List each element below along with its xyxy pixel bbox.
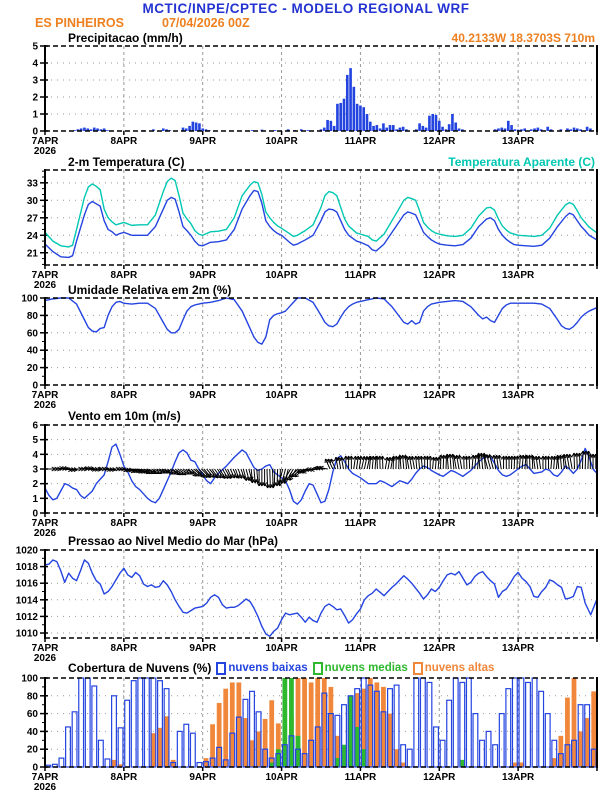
humidity-title: Umidade Relativa em 2m (%)	[68, 283, 232, 297]
page-title: MCTIC/INPE/CPTEC - MODELO REGIONAL WRF	[142, 1, 470, 16]
temperature-panel	[27, 169, 597, 291]
svg-text:27: 27	[26, 213, 38, 225]
svg-text:4: 4	[32, 58, 38, 70]
temperature-title: 2-m Temperatura (C)	[68, 155, 185, 169]
svg-text:7APR: 7APR	[31, 136, 59, 147]
svg-text:11APR: 11APR	[344, 643, 377, 654]
svg-text:0: 0	[32, 380, 38, 392]
svg-text:13APR: 13APR	[502, 270, 535, 281]
svg-text:1: 1	[32, 493, 38, 505]
svg-text:2026: 2026	[33, 280, 57, 291]
svg-text:9APR: 9APR	[189, 518, 217, 529]
precipitation-panel	[32, 42, 597, 158]
svg-text:10APR: 10APR	[265, 772, 298, 783]
svg-text:1016: 1016	[15, 578, 38, 590]
station-name: ES PINHEIROS	[35, 16, 124, 30]
legend-nuvens-baixas-label: nuvens baixas	[228, 662, 308, 674]
svg-text:2: 2	[32, 479, 38, 491]
svg-text:24: 24	[26, 230, 38, 242]
svg-text:9APR: 9APR	[189, 136, 217, 147]
svg-text:2026: 2026	[33, 653, 57, 664]
svg-text:5: 5	[32, 41, 38, 53]
svg-text:11APR: 11APR	[344, 136, 377, 147]
wind-title: Vento em 10m (m/s)	[68, 409, 181, 423]
svg-text:40: 40	[26, 726, 38, 738]
clouds-title: Cobertura de Nuvens (%)	[68, 661, 212, 675]
svg-text:11APR: 11APR	[344, 270, 377, 281]
clouds-panel	[21, 674, 597, 792]
svg-text:2026: 2026	[33, 528, 57, 539]
pressure-title: Pressao ao Nivel Medio do Mar (hPa)	[68, 534, 279, 548]
svg-text:20: 20	[26, 363, 38, 375]
svg-text:8APR: 8APR	[110, 390, 138, 401]
svg-text:12APR: 12APR	[423, 643, 456, 654]
svg-text:12APR: 12APR	[423, 136, 456, 147]
svg-text:60: 60	[26, 709, 38, 721]
svg-text:1012: 1012	[15, 611, 38, 623]
svg-text:12APR: 12APR	[423, 772, 456, 783]
svg-text:8APR: 8APR	[110, 772, 138, 783]
svg-text:2026: 2026	[33, 146, 57, 157]
svg-text:2026: 2026	[33, 782, 57, 792]
svg-text:12APR: 12APR	[423, 390, 456, 401]
svg-text:4: 4	[32, 449, 38, 461]
svg-text:5: 5	[32, 435, 38, 447]
svg-text:1014: 1014	[15, 595, 38, 607]
wind-panel	[32, 421, 598, 540]
svg-text:1: 1	[32, 109, 38, 121]
svg-text:12APR: 12APR	[423, 270, 456, 281]
svg-text:12APR: 12APR	[423, 518, 456, 529]
svg-text:10APR: 10APR	[265, 390, 298, 401]
svg-text:11APR: 11APR	[344, 518, 377, 529]
svg-text:13APR: 13APR	[502, 518, 535, 529]
svg-text:7APR: 7APR	[31, 518, 59, 529]
svg-text:80: 80	[26, 691, 38, 703]
svg-text:9APR: 9APR	[189, 270, 217, 281]
svg-text:7APR: 7APR	[31, 270, 59, 281]
humidity-panel	[21, 294, 597, 412]
svg-text:1020: 1020	[15, 545, 38, 557]
svg-text:10APR: 10APR	[265, 643, 298, 654]
location-coordinates: 40.2133W 18.3703S 710m	[451, 31, 595, 45]
svg-text:0: 0	[32, 126, 38, 138]
run-datetime: 07/04/2026 00Z	[162, 16, 250, 30]
svg-text:13APR: 13APR	[502, 772, 535, 783]
svg-text:10APR: 10APR	[265, 136, 298, 147]
svg-text:13APR: 13APR	[502, 390, 535, 401]
svg-text:3: 3	[32, 464, 38, 476]
svg-text:9APR: 9APR	[189, 643, 217, 654]
svg-text:11APR: 11APR	[344, 390, 377, 401]
precipitation-title: Precipitacao (mm/h)	[68, 31, 183, 45]
svg-text:21: 21	[26, 248, 38, 260]
svg-text:1018: 1018	[15, 562, 38, 574]
svg-text:8APR: 8APR	[110, 270, 138, 281]
svg-text:7APR: 7APR	[31, 643, 59, 654]
svg-text:8APR: 8APR	[110, 518, 138, 529]
svg-text:9APR: 9APR	[189, 390, 217, 401]
svg-text:100: 100	[21, 673, 38, 685]
svg-text:6: 6	[32, 420, 38, 432]
svg-text:40: 40	[26, 345, 38, 357]
svg-text:2: 2	[32, 92, 38, 104]
svg-text:7APR: 7APR	[31, 390, 59, 401]
svg-text:3: 3	[32, 75, 38, 87]
svg-text:1010: 1010	[15, 628, 38, 640]
svg-text:0: 0	[32, 762, 38, 774]
svg-text:8APR: 8APR	[110, 136, 138, 147]
svg-text:11APR: 11APR	[344, 772, 377, 783]
svg-text:13APR: 13APR	[502, 136, 535, 147]
svg-text:20: 20	[26, 744, 38, 756]
svg-text:7APR: 7APR	[31, 772, 59, 783]
svg-text:2026: 2026	[33, 400, 57, 411]
svg-text:100: 100	[21, 293, 38, 305]
svg-text:10APR: 10APR	[265, 270, 298, 281]
svg-text:9APR: 9APR	[189, 772, 217, 783]
pressure-panel	[16, 546, 597, 665]
svg-text:13APR: 13APR	[502, 643, 535, 654]
apparent-temperature-label: Temperatura Aparente (C)	[448, 155, 595, 169]
svg-text:80: 80	[26, 310, 38, 322]
legend-nuvens-altas-label: nuvens altas	[424, 662, 495, 674]
svg-text:60: 60	[26, 328, 38, 340]
svg-text:0: 0	[32, 508, 38, 520]
legend-nuvens-medias-label: nuvens medias	[324, 662, 408, 674]
svg-text:33: 33	[26, 178, 38, 190]
svg-text:10APR: 10APR	[265, 518, 298, 529]
svg-text:30: 30	[26, 195, 38, 207]
svg-text:8APR: 8APR	[110, 643, 138, 654]
